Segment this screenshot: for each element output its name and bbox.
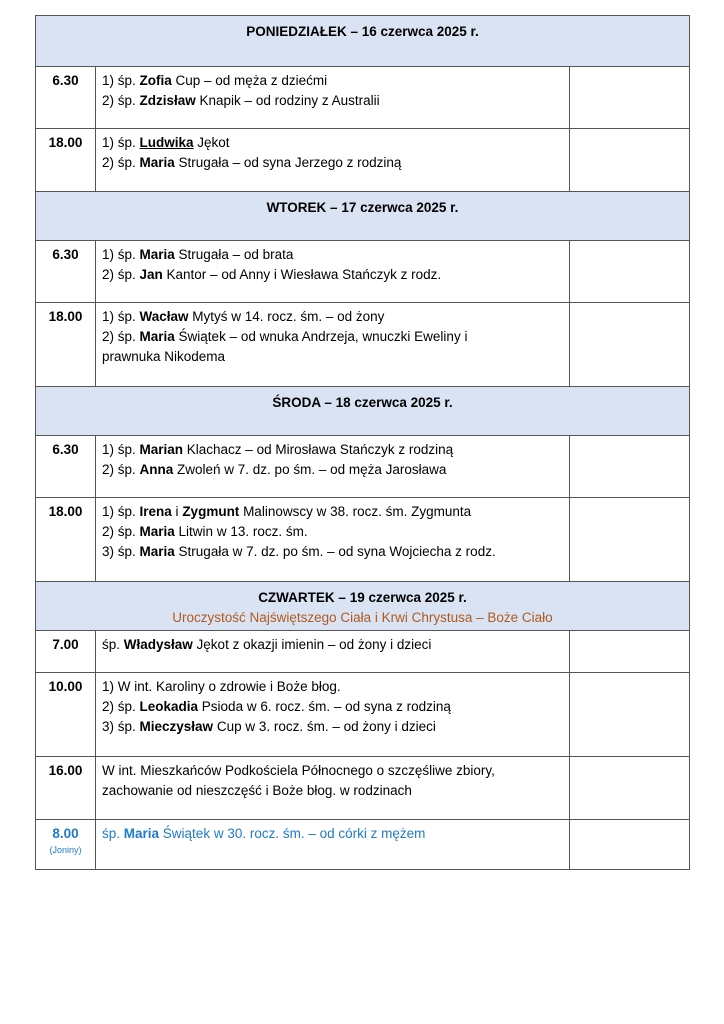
intention-text: Zwoleń w 7. dz. po śm. – od męża Jarosława	[173, 462, 447, 477]
deceased-name: Maria	[139, 329, 175, 344]
day-header	[36, 192, 690, 241]
intention-text: 1) śp.	[102, 73, 140, 88]
empty-cell	[570, 757, 690, 820]
mass-time: 18.00	[48, 309, 83, 324]
intention-text: 1) śp.	[102, 247, 140, 262]
empty-cell	[570, 436, 690, 498]
mass-time: 10.00	[48, 679, 83, 694]
mass-time-cell	[36, 498, 96, 582]
deceased-name: Władysław	[123, 637, 193, 652]
intention-text: Strugała w 7. dz. po śm. – od syna Wojciecha z rodz.	[174, 544, 496, 559]
intention-text: 2) śp.	[102, 93, 140, 108]
intention-line	[102, 502, 563, 522]
empty-cell	[570, 673, 690, 757]
intention-text: 1) śp.	[102, 135, 140, 150]
intention-line	[102, 245, 563, 265]
intention-text: Malinowscy w 38. rocz. śm. Zygmunta	[239, 504, 472, 519]
empty-cell	[570, 129, 690, 192]
empty-cell	[570, 631, 690, 673]
mass-row	[36, 67, 690, 129]
deceased-name: Ludwika	[139, 135, 194, 150]
intention-text: 2) śp.	[102, 155, 140, 170]
intention-line	[102, 522, 563, 542]
mass-intentions-cell	[96, 820, 570, 870]
intention-line	[102, 781, 563, 801]
day-header-row	[36, 582, 690, 631]
mass-time: 7.00	[52, 637, 79, 652]
intention-text: i	[171, 504, 183, 519]
intention-text: 1) śp.	[102, 504, 140, 519]
intention-text: W int. Mieszkańców Podkościela Północnego o szczęśliwe zbiory,	[102, 763, 495, 778]
intention-line	[102, 460, 563, 480]
intention-text: Mytyś w 14. rocz. śm. – od żony	[188, 309, 385, 324]
mass-intentions-cell	[96, 498, 570, 582]
mass-row	[36, 631, 690, 673]
mass-intentions-cell	[96, 129, 570, 192]
deceased-name: Maria	[139, 524, 175, 539]
empty-cell	[570, 241, 690, 303]
mass-time-cell	[36, 129, 96, 192]
intention-line	[102, 761, 563, 781]
intention-text: Strugała – od brata	[174, 247, 294, 262]
mass-time-cell	[36, 631, 96, 673]
intention-text: Psioda w 6. rocz. śm. – od syna z rodziną	[198, 699, 451, 714]
intention-text: Klachacz – od Mirosława Stańczyk z rodziną	[183, 442, 454, 457]
day-title: ŚRODA – 18 czerwca 2025 r.	[272, 395, 453, 410]
intention-text: Knapik – od rodziny z Australii	[195, 93, 380, 108]
intention-text: prawnuka Nikodema	[102, 349, 226, 364]
intention-line	[102, 347, 563, 367]
mass-time-cell	[36, 241, 96, 303]
intention-line	[102, 697, 563, 717]
mass-row	[36, 820, 690, 870]
intention-text: 3) śp.	[102, 719, 140, 734]
mass-row	[36, 673, 690, 757]
mass-time-cell	[36, 436, 96, 498]
intention-text: zachowanie od nieszczęść i Boże błog. w rodzinach	[102, 783, 412, 798]
deceased-name: Zdzisław	[139, 93, 196, 108]
day-title: PONIEDZIAŁEK – 16 czerwca 2025 r.	[246, 24, 479, 39]
intention-text: Jękot z okazji imienin – od żony i dzieci	[192, 637, 432, 652]
intention-line	[102, 133, 563, 153]
intention-line	[102, 677, 563, 697]
empty-cell	[570, 820, 690, 870]
intention-line	[102, 717, 563, 737]
mass-time-cell	[36, 757, 96, 820]
deceased-name: Anna	[139, 462, 174, 477]
day-header-row	[36, 16, 690, 67]
mass-row	[36, 498, 690, 582]
mass-intentions-cell	[96, 67, 570, 129]
mass-time: 6.30	[52, 442, 79, 457]
intention-line	[102, 307, 563, 327]
mass-intentions-cell	[96, 241, 570, 303]
day-title: WTOREK – 17 czerwca 2025 r.	[266, 200, 459, 215]
intention-line	[102, 91, 563, 111]
deceased-name: Maria	[139, 155, 175, 170]
mass-intentions-cell	[96, 631, 570, 673]
mass-schedule-table	[35, 15, 690, 870]
mass-row	[36, 303, 690, 387]
deceased-name: Zygmunt	[182, 504, 240, 519]
mass-time-cell	[36, 303, 96, 387]
mass-time: 18.00	[48, 135, 83, 150]
day-header	[36, 387, 690, 436]
mass-intentions-cell	[96, 673, 570, 757]
deceased-name: Maria	[123, 826, 160, 841]
day-header	[36, 16, 690, 67]
intention-text: 2) śp.	[102, 524, 140, 539]
empty-cell	[570, 67, 690, 129]
intention-line	[102, 824, 563, 844]
intention-text: Kantor – od Anny i Wiesława Stańczyk z rodz.	[162, 267, 442, 282]
intention-text: Litwin w 13. rocz. śm.	[174, 524, 308, 539]
mass-time-cell	[36, 673, 96, 757]
deceased-name: Leokadia	[139, 699, 199, 714]
empty-cell	[570, 303, 690, 387]
deceased-name: Zofia	[139, 73, 172, 88]
intention-line	[102, 542, 563, 562]
mass-intentions-cell	[96, 436, 570, 498]
intention-line	[102, 265, 563, 285]
intention-text: Cup – od męża z dziećmi	[171, 73, 328, 88]
mass-row	[36, 241, 690, 303]
deceased-name: Mieczysław	[139, 719, 214, 734]
deceased-name: Marian	[139, 442, 184, 457]
intention-line	[102, 440, 563, 460]
mass-intentions-cell	[96, 757, 570, 820]
intention-line	[102, 635, 563, 655]
deceased-name: Wacław	[139, 309, 189, 324]
intention-text: Strugała – od syna Jerzego z rodziną	[174, 155, 402, 170]
day-header-row	[36, 192, 690, 241]
empty-cell	[570, 498, 690, 582]
intention-text: Świątek w 30. rocz. śm. – od córki z mężem	[159, 826, 426, 841]
deceased-name: Jan	[139, 267, 163, 282]
mass-time: 18.00	[48, 504, 83, 519]
intention-line	[102, 327, 563, 347]
mass-row	[36, 129, 690, 192]
intention-text: śp.	[102, 826, 124, 841]
mass-time: 6.30	[52, 73, 79, 88]
mass-row	[36, 436, 690, 498]
feast-subtitle: Uroczystość Najświętszego Ciała i Krwi Chrystusa – Boże Ciało	[172, 610, 553, 625]
intention-text: Jękot	[193, 135, 230, 150]
mass-place: (Joniny)	[49, 845, 82, 855]
mass-intentions-cell	[96, 303, 570, 387]
intention-text: 2) śp.	[102, 699, 140, 714]
mass-time-cell	[36, 67, 96, 129]
day-title: CZWARTEK – 19 czerwca 2025 r.	[258, 590, 467, 605]
day-header-row	[36, 387, 690, 436]
intention-line	[102, 153, 563, 173]
intention-text: śp.	[102, 637, 124, 652]
day-header	[36, 582, 690, 631]
deceased-name: Irena	[139, 504, 172, 519]
intention-text: 1) śp.	[102, 309, 140, 324]
deceased-name: Maria	[139, 247, 175, 262]
intention-text: Cup w 3. rocz. śm. – od żony i dzieci	[213, 719, 436, 734]
intention-text: 2) śp.	[102, 329, 140, 344]
mass-time-cell	[36, 820, 96, 870]
intention-text: 2) śp.	[102, 267, 140, 282]
intention-text: 1) śp.	[102, 442, 140, 457]
mass-time: 8.00	[52, 826, 79, 841]
intention-line	[102, 71, 563, 91]
mass-row	[36, 757, 690, 820]
intention-text: 2) śp.	[102, 462, 140, 477]
deceased-name: Maria	[139, 544, 175, 559]
mass-time: 16.00	[48, 763, 83, 778]
intention-text: 3) śp.	[102, 544, 140, 559]
mass-time: 6.30	[52, 247, 79, 262]
intention-text: Świątek – od wnuka Andrzeja, wnuczki Eweliny i	[174, 329, 468, 344]
intention-text: 1) W int. Karoliny o zdrowie i Boże błog.	[102, 679, 341, 694]
